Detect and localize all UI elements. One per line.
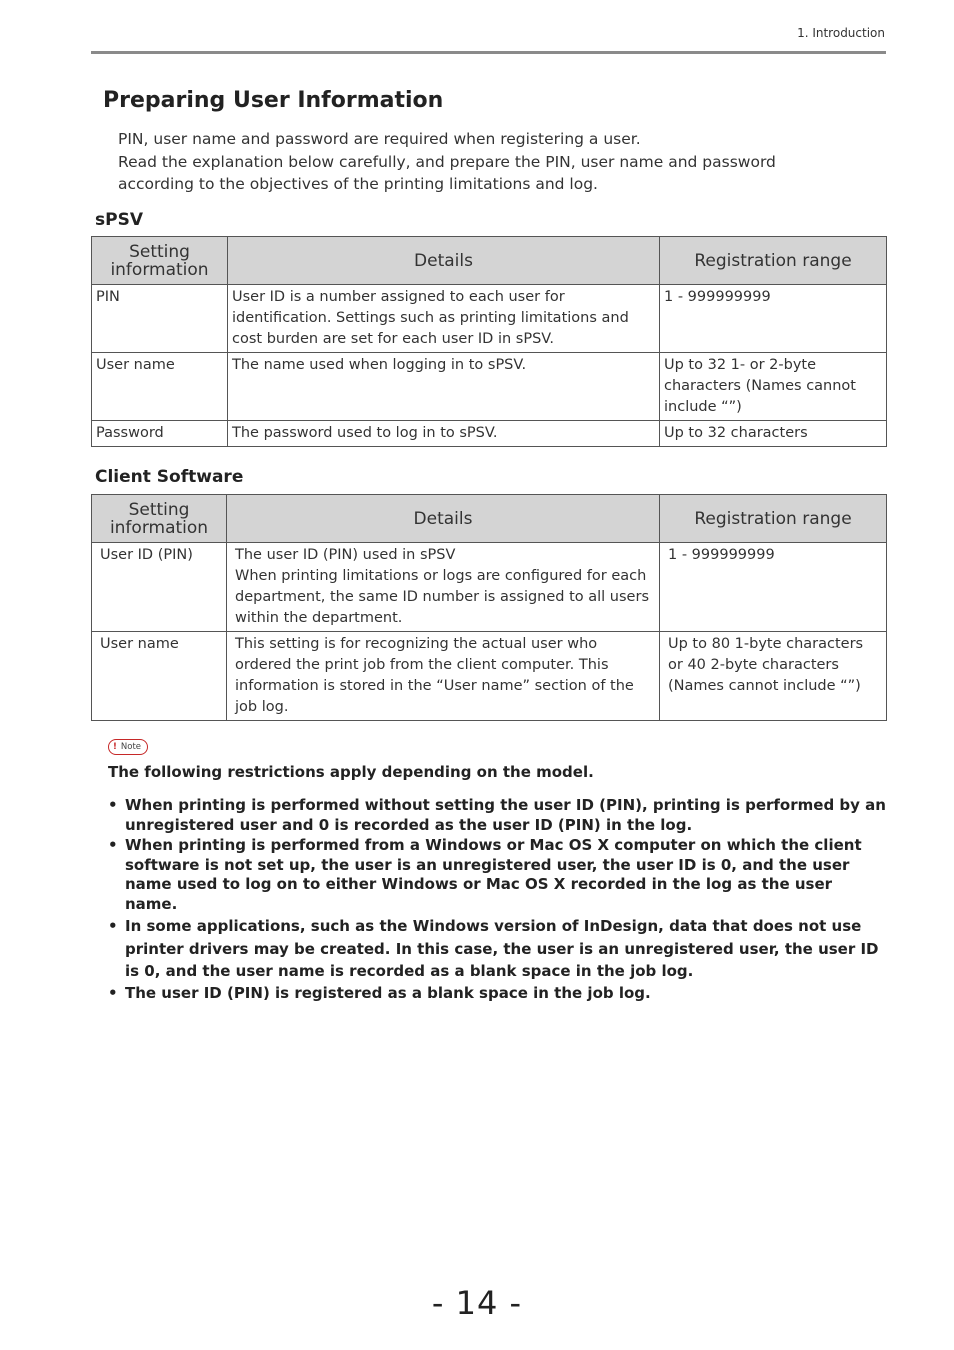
- cell-details-line: The user ID (PIN) used in sPSV: [235, 547, 456, 563]
- cell-setting: PIN: [92, 285, 228, 353]
- spsv-heading: sPSV: [95, 210, 143, 230]
- header-rule: [91, 51, 886, 54]
- list-item: • When printing is performed without setting the user ID (PIN), printing is performed by an unregistered user and 0 is recorded as the user ID (PIN) in the log.: [108, 796, 888, 835]
- column-header-range: Registration range: [660, 495, 887, 543]
- table-row: [92, 632, 887, 721]
- intro-line: Read the explanation below carefully, and prepare the PIN, user name and password: [118, 152, 776, 171]
- page-number: - 14 -: [431, 1284, 523, 1322]
- intro-line: according to the objectives of the printing limitations and log.: [118, 175, 598, 193]
- cell-details: The name used when logging in to sPSV.: [228, 353, 660, 421]
- cell-range: Up to 32 1- or 2-byte characters (Names cannot include “”): [660, 353, 887, 421]
- column-header-range: Registration range: [660, 237, 887, 285]
- list-item: • The user ID (PIN) is registered as a blank space in the job log.: [108, 984, 888, 1004]
- cell-setting: User ID (PIN): [92, 543, 227, 632]
- table-row: [92, 543, 887, 632]
- client-software-table: [91, 494, 887, 721]
- intro-paragraph: [118, 128, 776, 196]
- list-item: • In some applications, such as the Windows version of InDesign, data that does not use printer drivers may be created. In this case, the user is an unregistered user, the user ID is 0, and the user name is recorded as a blank space in the job log.: [108, 915, 888, 983]
- cell-details: [227, 543, 660, 632]
- cell-range: Up to 32 characters: [660, 421, 887, 447]
- intro-line: PIN, user name and password are required when registering a user.: [118, 130, 641, 148]
- cell-setting: User name: [92, 353, 228, 421]
- cell-setting: User name: [92, 632, 227, 721]
- spsv-table: [91, 236, 887, 447]
- cell-range: Up to 80 1-byte characters or 40 2-byte characters (Names cannot include “”): [660, 632, 887, 721]
- client-software-heading: Client Software: [95, 467, 244, 487]
- table-row: [92, 353, 887, 421]
- table-header-row: [92, 495, 887, 543]
- cell-details: This setting is for recognizing the actual user who ordered the print job from the client computer. This information is stored in the “User name” section of the job log.: [227, 632, 660, 721]
- exclamation-icon: !: [113, 742, 117, 752]
- column-header-setting: Setting information: [92, 237, 228, 285]
- cell-range: 1 - 999999999: [660, 543, 887, 632]
- note-list: [108, 796, 888, 1003]
- cell-range: 1 - 999999999: [660, 285, 887, 353]
- note-badge: [108, 739, 148, 755]
- table-header-row: [92, 237, 887, 285]
- list-item: • When printing is performed from a Windows or Mac OS X computer on which the client software is not set up, the user is an unregistered user, the user ID is 0, and the user name used to log on to either Windows or Mac OS X recorded in the log as the user name.: [108, 836, 888, 914]
- header-section-label: 1. Introduction: [797, 26, 885, 40]
- page-title: Preparing User Information: [103, 88, 444, 113]
- cell-details-line: When printing limitations or logs are configured for each department, the same ID number is assigned to all users within the department.: [235, 568, 649, 626]
- note-block: [108, 734, 888, 1004]
- note-badge-label: Note: [120, 742, 142, 752]
- column-header-setting: Setting information: [92, 495, 227, 543]
- note-intro: The following restrictions apply depending on the model.: [108, 763, 594, 781]
- table-row: [92, 285, 887, 353]
- cell-setting: Password: [92, 421, 228, 447]
- table-row: [92, 421, 887, 447]
- column-header-details: Details: [227, 495, 660, 543]
- cell-details: User ID is a number assigned to each user for identification. Settings such as printing limitations and cost burden are set for each user ID in sPSV.: [228, 285, 660, 353]
- cell-details: The password used to log in to sPSV.: [228, 421, 660, 447]
- column-header-details: Details: [228, 237, 660, 285]
